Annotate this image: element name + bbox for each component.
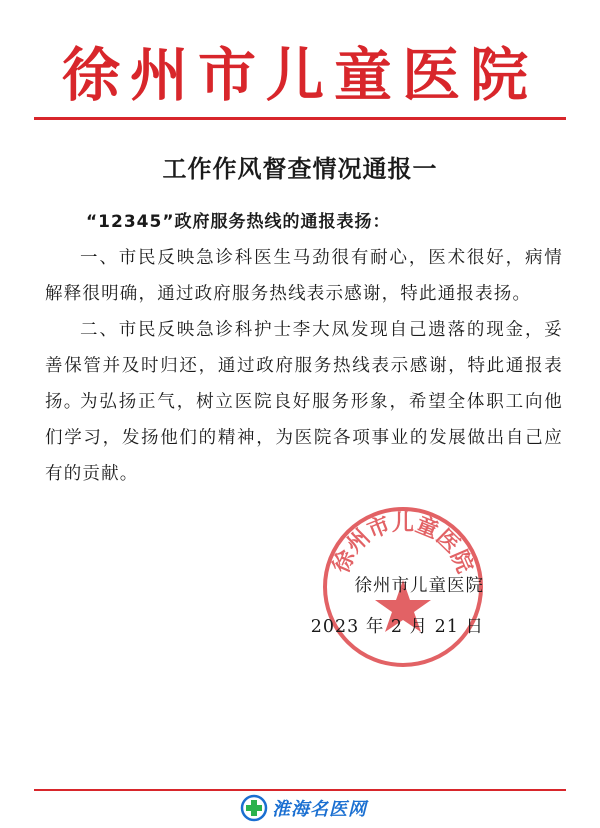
paragraph-2: 二、市民反映急诊科护士李大凤发现自己遗落的现金，妥善保管并及时归还，通过政府服务热线表示感谢，特此通报表扬。 [45, 320, 563, 412]
seal-text: 徐州市儿童医院 [327, 510, 479, 577]
watermark [240, 793, 367, 823]
paragraph-3: 为弘扬正气，树立医院良好服务形象，希望全体职工向他们学习，发扬他们的精神，为医院各项事业的发展做出自己应有的贡献。 [45, 392, 563, 484]
signature-org: 徐州市儿童医院 [354, 576, 484, 596]
paragraph-1: 一、市民反映急诊科医生马劲很有耐心，医术很好，病情解释很明确，通过政府服务热线表示感谢，特此通报表扬。 [45, 248, 563, 304]
section-heading: “12345”政府服务热线的通报表扬： [86, 212, 391, 232]
svg-text:徐州市儿童医院 [328, 510, 478, 577]
watermark-logo-icon [240, 794, 268, 822]
footer-divider [34, 789, 566, 791]
watermark-text: 淮海名医网 [272, 799, 367, 820]
document-title: 工作作风督查情况通报一 [162, 155, 438, 183]
letterhead-divider [34, 117, 566, 120]
signature-date: 2023 年 2 月 21 日 [310, 617, 484, 637]
letterhead-title: 徐州市儿童医院 [61, 41, 538, 109]
